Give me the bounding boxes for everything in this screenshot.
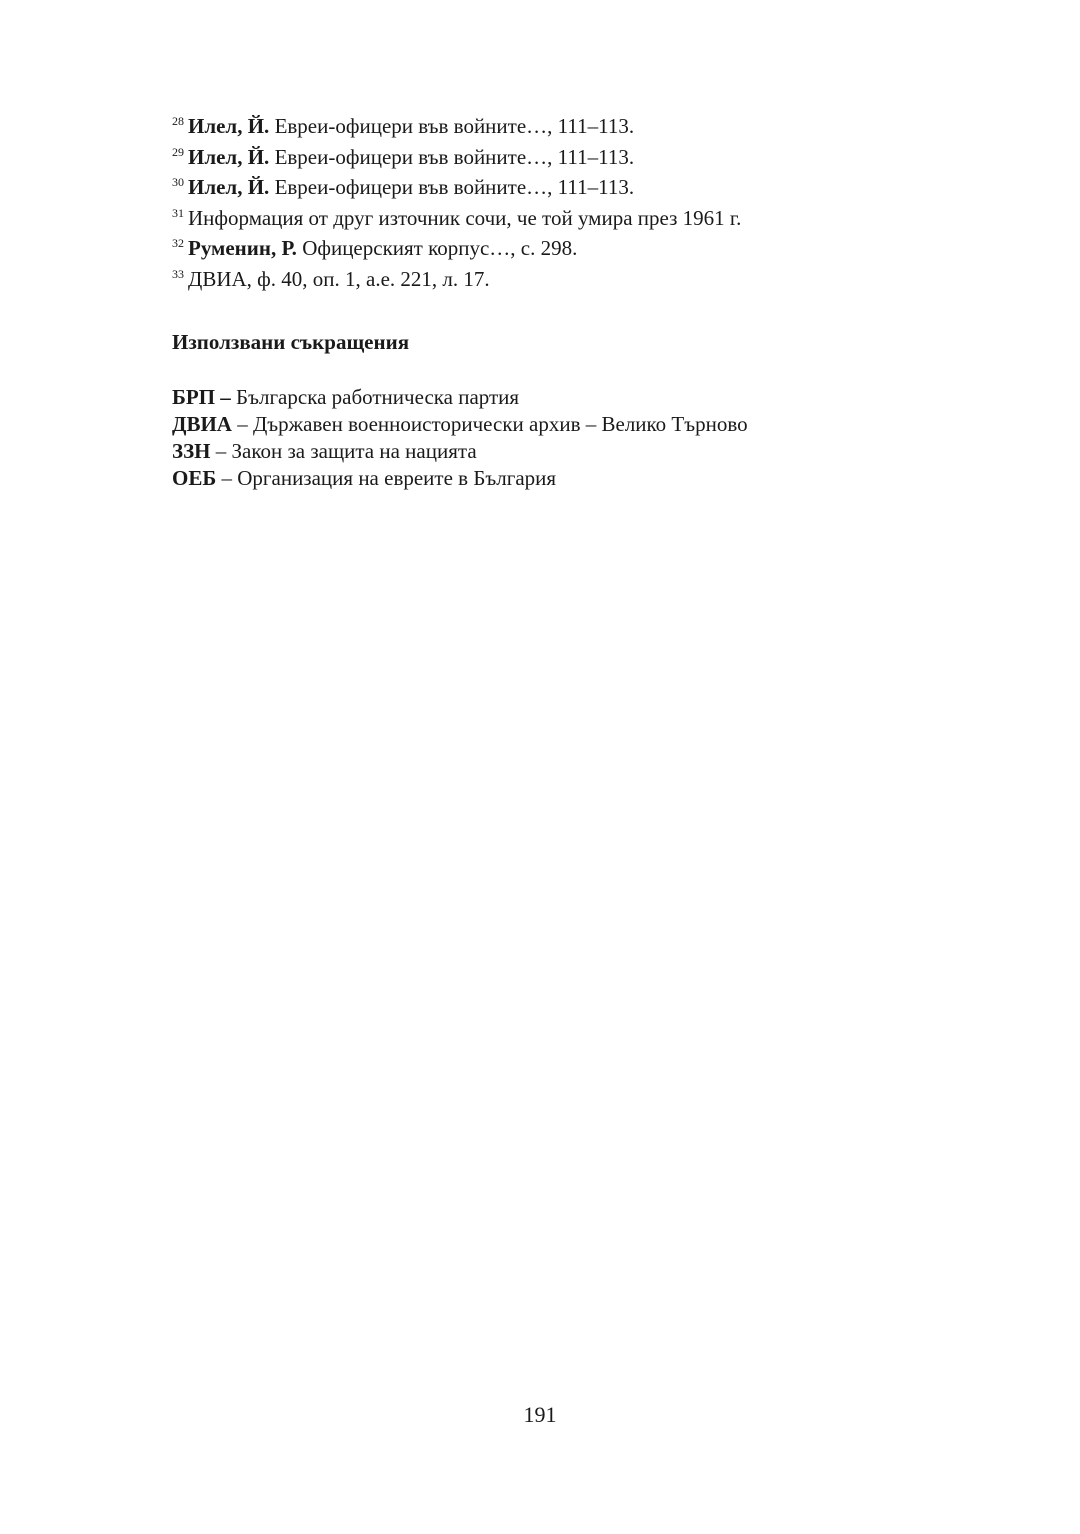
abbreviation-item — [172, 438, 932, 465]
footnote-32 — [172, 235, 932, 266]
footnote-author: Руменин, Р. — [188, 236, 297, 260]
abbreviation-definition: – Държавен военноисторически архив – Велико Търново — [231, 412, 748, 436]
footnote-30 — [172, 174, 932, 205]
abbreviations-list — [172, 384, 932, 492]
footnote-text: Евреи-офицери във войните…, 111–113. — [269, 175, 635, 199]
abbreviation-term: БРП – — [172, 385, 231, 409]
footnotes-list — [172, 113, 932, 296]
abbreviation-item — [172, 411, 932, 438]
footnote-number: 33 — [172, 266, 184, 281]
abbreviation-term: ОЕБ — [172, 466, 217, 490]
footnote-31 — [172, 205, 932, 236]
footnote-28 — [172, 113, 932, 144]
footnote-author: Илел, Й. — [188, 144, 270, 169]
footnote-author: Илел, Й. — [188, 175, 270, 199]
abbreviation-definition: – Закон за защита на нацията — [210, 439, 477, 463]
footnote-29 — [172, 144, 932, 175]
page-number: 191 — [523, 1402, 557, 1427]
footnote-text: Евреи-офицери във войните…, 111–113. — [269, 114, 635, 138]
abbreviation-item — [172, 384, 932, 411]
footnote-number: 31 — [172, 205, 184, 220]
footnote-number: 32 — [172, 236, 184, 250]
abbreviations-heading: Използвани съкращения — [172, 330, 410, 354]
abbreviation-definition: – Организация на евреите в България — [216, 466, 557, 490]
footnote-number: 29 — [172, 144, 184, 159]
footnote-author: Илел, Й. — [188, 114, 270, 138]
footnote-number: 30 — [172, 175, 184, 189]
footnote-text: ДВИА, ф. 40, оп. 1, а.е. 221, л. 17. — [188, 266, 490, 291]
abbreviation-term: ДВИА — [172, 412, 232, 436]
footnote-text: Информация от друг източник сочи, че той умира през 1961 г. — [188, 205, 742, 230]
abbreviation-item — [172, 465, 932, 492]
footnote-text: Евреи-офицери във войните…, 111–113. — [269, 144, 635, 169]
footnote-text: Офицерският корпус…, с. 298. — [296, 236, 578, 260]
abbreviation-definition: Българска работническа партия — [230, 385, 520, 409]
footnote-33 — [172, 266, 932, 297]
abbreviation-term: ЗЗН — [172, 439, 211, 463]
footnote-number: 28 — [172, 114, 184, 128]
